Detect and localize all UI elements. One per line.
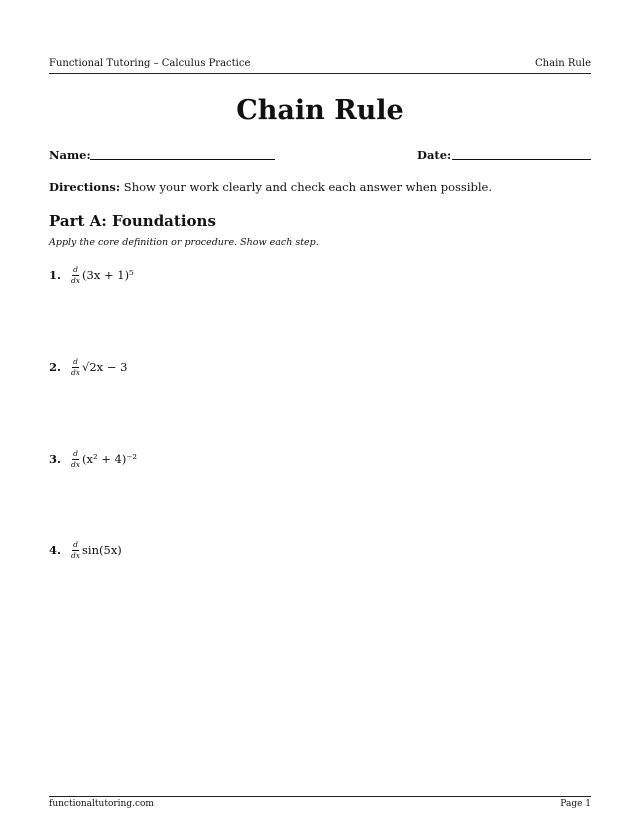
problem-expression: (3x + 1)⁵ [82, 268, 134, 282]
problem-2 [49, 358, 127, 376]
header-right-text: Chain Rule [535, 58, 591, 69]
problem-1 [49, 266, 134, 284]
part-subtitle: Apply the core definition or procedure. Show each step. [49, 237, 319, 248]
problem-expression: sin(5x) [82, 543, 122, 557]
footer-rule [49, 796, 591, 797]
part-title: Part A: Foundations [49, 212, 216, 230]
problem-expression: √2x − 3 [82, 360, 128, 374]
header-left-text: Functional Tutoring – Calculus Practice [49, 58, 251, 69]
problem-3 [49, 450, 137, 468]
page-title: Chain Rule [236, 95, 404, 126]
date-label: Date: [417, 148, 452, 162]
footer-left-text: functionaltutoring.com [49, 799, 154, 809]
directions-text: Show your work clearly and check each answer when possible. [120, 180, 493, 194]
problem-number: 4. [49, 543, 62, 557]
problem-number: 3. [49, 452, 62, 466]
footer-page-number: Page 1 [560, 799, 591, 809]
name-line[interactable] [90, 159, 275, 160]
name-label: Name: [49, 148, 91, 162]
directions [49, 180, 492, 194]
date-line[interactable] [452, 159, 591, 160]
problem-number: 1. [49, 268, 62, 282]
derivative-operator: $\frac{d}{dx}$ [71, 265, 81, 285]
problem-number: 2. [49, 360, 62, 374]
directions-label: Directions: [49, 180, 121, 194]
derivative-operator: $\frac{d}{dx}$ [71, 449, 81, 469]
problem-expression: (x² + 4)⁻² [82, 452, 138, 466]
derivative-operator: $\frac{d}{dx}$ [71, 357, 81, 377]
header-rule [49, 73, 591, 74]
derivative-operator: $\frac{d}{dx}$ [71, 540, 81, 560]
problem-4 [49, 541, 122, 559]
